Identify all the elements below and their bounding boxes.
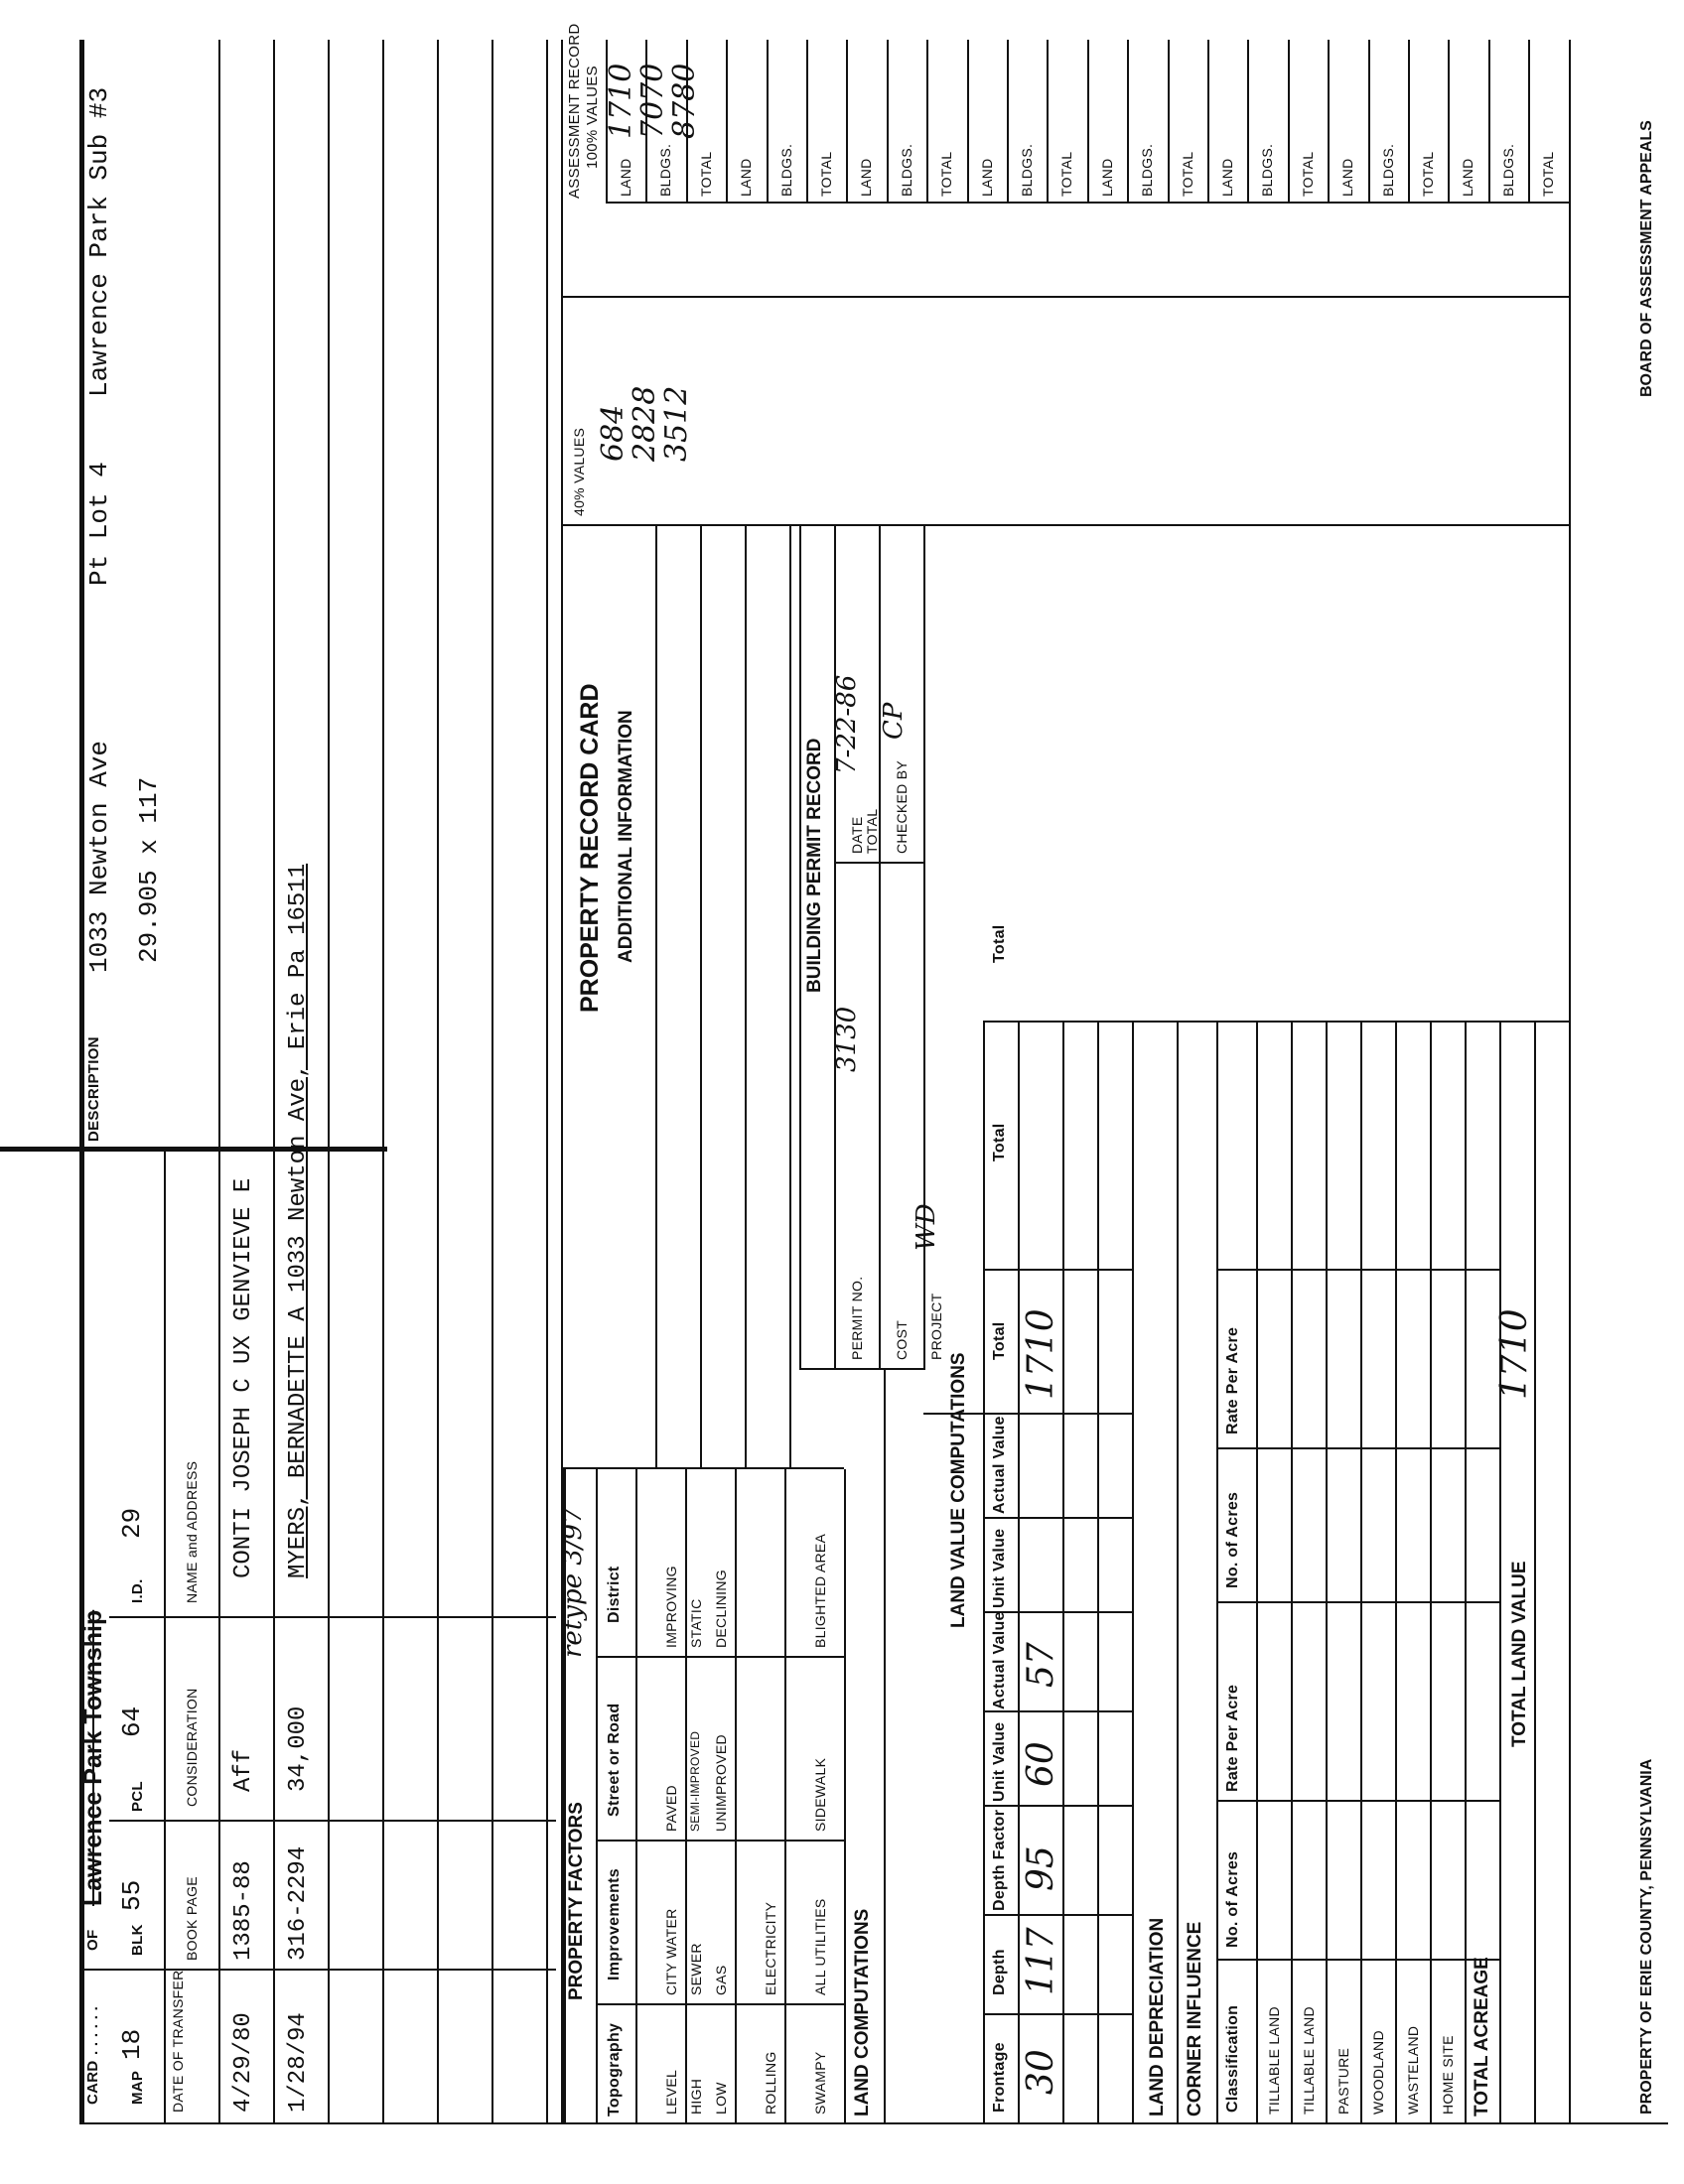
dep-col (1216, 1269, 1499, 1271)
rate-header: Rate Per Acre (1224, 1684, 1241, 1792)
land-comp-col (983, 1021, 1132, 1023)
values40-right (561, 296, 1569, 298)
factors-line (844, 1469, 846, 2124)
rate-header: Rate Per Acre (1224, 1326, 1241, 1434)
depth-factor-header: Depth Factor (991, 1809, 1008, 1911)
assessment-row-line (1168, 40, 1170, 204)
improvement-item: GAS (713, 1965, 729, 1995)
assessment-total-value: 8780 (667, 63, 702, 139)
permit-project-label: PROJECT (928, 1293, 944, 1360)
unit-value-header: Unit Value (991, 1721, 1008, 1802)
actual-value: 57 (1021, 1642, 1061, 1688)
line-total-value: 1710 (1021, 1308, 1061, 1400)
land-comp-line (884, 1370, 886, 2124)
assessment-row-label: LAND (1460, 158, 1476, 197)
land-comp-col (983, 1517, 1132, 1519)
transfer-col-line (164, 1969, 556, 1971)
transfer-date: 1/28/94 (285, 2012, 312, 2113)
dep-col (1216, 1601, 1499, 1603)
transfer-row-line (546, 40, 548, 2124)
street-item: PAVED (663, 1785, 679, 1832)
assessment-row-label: TOTAL (818, 151, 834, 197)
district-item: BLIGHTED AREA (812, 1533, 828, 1648)
factors-line (784, 1469, 786, 2124)
assessment-bldgs-value: 7070 (635, 63, 670, 139)
retype-note: retype 3/97 (558, 1507, 588, 1658)
land-value-computations-title: LAND VALUE COMPUTATIONS (948, 1352, 969, 1628)
land-comp-col (923, 1413, 1132, 1415)
classification-item: PASTURE (1335, 2047, 1351, 2115)
transfer-book: 316-2294 (285, 1845, 312, 1961)
assessment-subtitle: 100% VALUES (584, 66, 601, 169)
total-header: Total (991, 1321, 1008, 1360)
transfer-row-line (491, 40, 493, 2124)
info-line (655, 526, 657, 1469)
assessment-row-label: LAND (618, 158, 633, 197)
total-land-value: 1710 (1494, 1308, 1535, 1400)
assessment-row-label: LAND (858, 158, 875, 197)
improvement-item: ELECTRICITY (763, 1901, 778, 1995)
assessment-row-label: BLDGS. (1499, 143, 1516, 197)
land-computations-title: LAND COMPUTATIONS (852, 1908, 873, 2116)
of-label: OF (84, 1929, 101, 1951)
transfer-book: 1385-88 (230, 1860, 257, 1961)
card-label: CARD (84, 2060, 101, 2105)
permit-date-label: DATE (849, 816, 865, 854)
land-comp-col (983, 1269, 1132, 1271)
factors-line (685, 1469, 687, 2124)
assessment-row-label: BLDGS. (1019, 143, 1035, 197)
transfer-header-line (218, 40, 220, 2124)
assessment-row-line (1408, 40, 1410, 204)
assessment-row-line (1448, 40, 1450, 204)
transfer-col-line (164, 1616, 556, 1618)
street-item: SIDEWALK (812, 1757, 828, 1832)
assessment-row-line (926, 40, 928, 204)
dep-line (1499, 1023, 1501, 2124)
info-line (789, 526, 791, 1469)
assessment-row-line (726, 40, 728, 204)
factors-col (596, 2003, 844, 2005)
land-comp-col (983, 1914, 1132, 1916)
assessment-row-line (1288, 40, 1290, 204)
permit-date-value: 7-22-86 (832, 674, 862, 774)
info-line (745, 526, 747, 1469)
map-value: 18 (117, 2028, 147, 2060)
district-item: DECLINING (713, 1570, 729, 1648)
land-comp-line (983, 1023, 985, 2124)
assessment-row-line (1207, 40, 1209, 204)
assessment-row-label: TOTAL (1420, 151, 1436, 197)
street-header: Street or Road (606, 1703, 623, 1817)
transfer-row-line (382, 40, 384, 2124)
district-item: STATIC (688, 1598, 704, 1648)
dep-col (1216, 1447, 1499, 1449)
permit-top (799, 526, 801, 1370)
assessment-row-line (1087, 40, 1089, 204)
parcel-divider (109, 1616, 164, 1618)
book-page-header: BOOK PAGE (184, 1876, 200, 1961)
pcl-label: PCL (129, 1781, 146, 1812)
description-label: DESCRIPTION (85, 1036, 102, 1142)
assessment-row-label: TOTAL (1540, 151, 1557, 197)
frontage-value: 30 (1021, 2049, 1061, 2095)
classification-item: HOME SITE (1440, 2035, 1456, 2115)
assessment-row-label: BLDGS. (657, 143, 674, 197)
assessment-row-label: LAND (1339, 158, 1356, 197)
district-item: IMPROVING (663, 1566, 679, 1648)
assessment-row-label: TOTAL (697, 151, 714, 197)
id-label: I.D. (129, 1578, 146, 1603)
actual-value-header: Actual Value (991, 1611, 1008, 1709)
land-comp-line (1062, 1023, 1064, 2124)
assessment-row-line (806, 40, 808, 204)
assessment-row-label: LAND (978, 158, 995, 197)
assessment-row-line (1528, 40, 1530, 204)
date-transfer-header: DATE OF TRANSFER (170, 1970, 186, 2113)
assessment-row-line (846, 40, 848, 204)
assessment-row-label: BLDGS. (777, 143, 794, 197)
assessment-row-label: BLDGS. (1379, 143, 1396, 197)
property-subdivision: Lawrence Park Sub #3 (84, 86, 114, 397)
depth-value: 117 (1021, 1927, 1061, 1995)
info-line (700, 526, 702, 1469)
assessment-row-line (1127, 40, 1129, 204)
assessment-row-line (1007, 40, 1009, 204)
assessment-row-line (1488, 40, 1490, 204)
assessment-land-value: 1710 (604, 63, 638, 139)
transfer-col-line (164, 1820, 556, 1822)
topo-item: HIGH (688, 2078, 704, 2115)
permit-line (834, 526, 836, 1370)
total-acreage-label: TOTAL ACREAGE (1472, 1957, 1492, 2116)
assessment-row-line (767, 40, 769, 204)
acres-header: No. of Acres (1224, 1491, 1241, 1588)
additional-info-label: ADDITIONAL INFORMATION (616, 710, 636, 963)
values40-land: 684 (596, 404, 631, 462)
assessment-row-label: TOTAL (1179, 151, 1195, 197)
assessment-row-label: LAND (1219, 158, 1235, 197)
assessment-row-label: BLDGS. (1139, 143, 1156, 197)
card-dots: . . . . . . (84, 2005, 101, 2055)
assessment-row-line (1368, 40, 1370, 204)
land-comp-line (1132, 1023, 1134, 2124)
name-address-header: NAME and ADDRESS (184, 1460, 200, 1603)
land-comp-line (1097, 1023, 1099, 2124)
transfer-row-line (273, 40, 275, 2124)
property-dimensions: 29.905 x 117 (134, 776, 164, 963)
assessment-row-line (1047, 40, 1049, 204)
street-item: UNIMPROVED (713, 1734, 729, 1832)
id-value: 29 (117, 1507, 147, 1539)
topo-item: LOW (713, 2082, 729, 2115)
assessment-row-label: BLDGS. (898, 143, 914, 197)
assessment-row-label: TOTAL (1058, 151, 1075, 197)
transfer-name: CONTI JOSEPH C UX GENVIEVE E (230, 1177, 257, 1578)
total-land-value-label: TOTAL LAND VALUE (1509, 1561, 1530, 1747)
property-record-card-title: PROPERTY RECORD CARD (576, 683, 604, 1013)
parcel-divider (79, 1969, 164, 1971)
footer-left: PROPERTY OF ERIE COUNTY, PENNSYLVANIA (1638, 1758, 1655, 2115)
property-lot: Pt Lot 4 (84, 462, 114, 586)
classification-item: WASTELAND (1405, 2025, 1421, 2115)
transfer-consideration: 34,000 (285, 1706, 312, 1792)
dep-col (1216, 1959, 1499, 1961)
assessment-row-label: TOTAL (1299, 151, 1316, 197)
topo-item: SWAMPY (812, 2051, 828, 2115)
transfer-name: MYERS, BERNADETTE A 1033 Newton Ave, Erie Pa 16511 (285, 863, 312, 1578)
parcel-divider (109, 1820, 164, 1822)
assessment-row-line (1328, 40, 1330, 204)
footer-right: BOARD OF ASSESSMENT APPEALS (1638, 120, 1655, 397)
factors-col (596, 1840, 844, 1842)
factors-col (561, 1467, 844, 1469)
map-label: MAP (129, 2070, 146, 2105)
transfer-date: 4/29/80 (230, 2012, 257, 2113)
dep-line (1534, 1023, 1536, 2124)
land-comp-col (983, 2013, 1132, 2015)
topography-header: Topography (606, 2022, 623, 2116)
topo-item: LEVEL (663, 2069, 679, 2115)
assessment-row-line (1247, 40, 1249, 204)
dep-col (1132, 1021, 1569, 1023)
depth-header: Depth (991, 1949, 1008, 1995)
classification-item: TILLABLE LAND (1301, 2006, 1317, 2115)
factors-line (596, 1469, 598, 2124)
assessment-row-label: TOTAL (938, 151, 955, 197)
acres-header: No. of Acres (1224, 1850, 1241, 1948)
factors-line (635, 1469, 637, 2124)
assessment-title: ASSESSMENT RECORD (566, 23, 583, 199)
assessment-row-label: LAND (1098, 158, 1115, 197)
district-header: District (606, 1566, 623, 1623)
building-permit-title: BUILDING PERMIT RECORD (804, 738, 825, 993)
assessment-row-line (887, 40, 889, 204)
permit-line (879, 526, 881, 1370)
blk-value: 55 (117, 1879, 147, 1911)
property-address: 1033 Newton Ave (84, 740, 114, 973)
factors-col (596, 1656, 844, 1658)
topo-item: ROLLING (763, 2051, 778, 2115)
record-card-top (561, 40, 563, 1469)
frontage-header: Frontage (991, 2042, 1008, 2113)
classification-header: Classification (1224, 2004, 1241, 2113)
parcel-row-line (164, 1152, 166, 2124)
improvement-item: SEWER (688, 1943, 704, 1995)
permit-project-value: WD (912, 1203, 941, 1251)
values40-left (561, 524, 1569, 526)
improvement-item: CITY WATER (663, 1908, 679, 1995)
total-header: Total (991, 1123, 1008, 1161)
total-header: Total (991, 924, 1008, 963)
land-comp-line (1018, 1023, 1020, 2124)
improvement-item: ALL UTILITIES (812, 1898, 828, 1995)
property-factors-title: PROPERTY FACTORS (566, 1802, 587, 2000)
depth-factor-value: 95 (1021, 1845, 1061, 1891)
transfer-consideration: Aff (230, 1748, 257, 1792)
classification-item: WOODLAND (1370, 2030, 1386, 2115)
permit-total-label: TOTAL (864, 808, 880, 854)
pcl-value: 64 (117, 1706, 147, 1737)
values40-total: 3512 (659, 385, 694, 462)
dep-col (1216, 1800, 1499, 1802)
classification-item: TILLABLE LAND (1266, 2006, 1282, 2115)
unit-value-header: Unit Value (991, 1528, 1008, 1608)
permit-checked-value: CP (879, 702, 909, 740)
consideration-header: CONSIDERATION (184, 1688, 200, 1807)
improvements-header: Improvements (606, 1868, 623, 1980)
values40-title: 40% VALUES (571, 427, 587, 516)
assessment-row-label: LAND (738, 158, 755, 197)
blk-label: BLK (129, 1924, 146, 1956)
dep-line (1177, 1023, 1179, 2124)
land-depreciation-title: LAND DEPRECIATION (1147, 1917, 1168, 2116)
corner-influence-title: CORNER INFLUENCE (1185, 1921, 1205, 2116)
permit-checked-label: CHECKED BY (894, 759, 910, 854)
factors-line (735, 1469, 737, 2124)
transfer-row-line (328, 40, 330, 2124)
permit-cost-label: COST (894, 1319, 910, 1360)
land-comp-col (983, 1710, 1132, 1712)
land-comp-col (983, 1805, 1132, 1807)
street-item: SEMI-IMPROVED (688, 1730, 702, 1832)
unit-value: 60 (1021, 1741, 1061, 1787)
bottom-line (1569, 40, 1571, 1469)
values40-bldgs: 2828 (628, 385, 662, 462)
actual-value-header: Actual Value (991, 1416, 1008, 1514)
transfer-row-line (437, 40, 439, 2124)
township-struck: Lawrence Park Township (79, 1609, 107, 1906)
permit-col (799, 1368, 923, 1370)
permit-no-value: 3130 (832, 1006, 862, 1072)
assessment-row-line (967, 40, 969, 204)
permit-no-label: PERMIT NO. (849, 1276, 865, 1360)
assessment-row-label: BLDGS. (1259, 143, 1276, 197)
